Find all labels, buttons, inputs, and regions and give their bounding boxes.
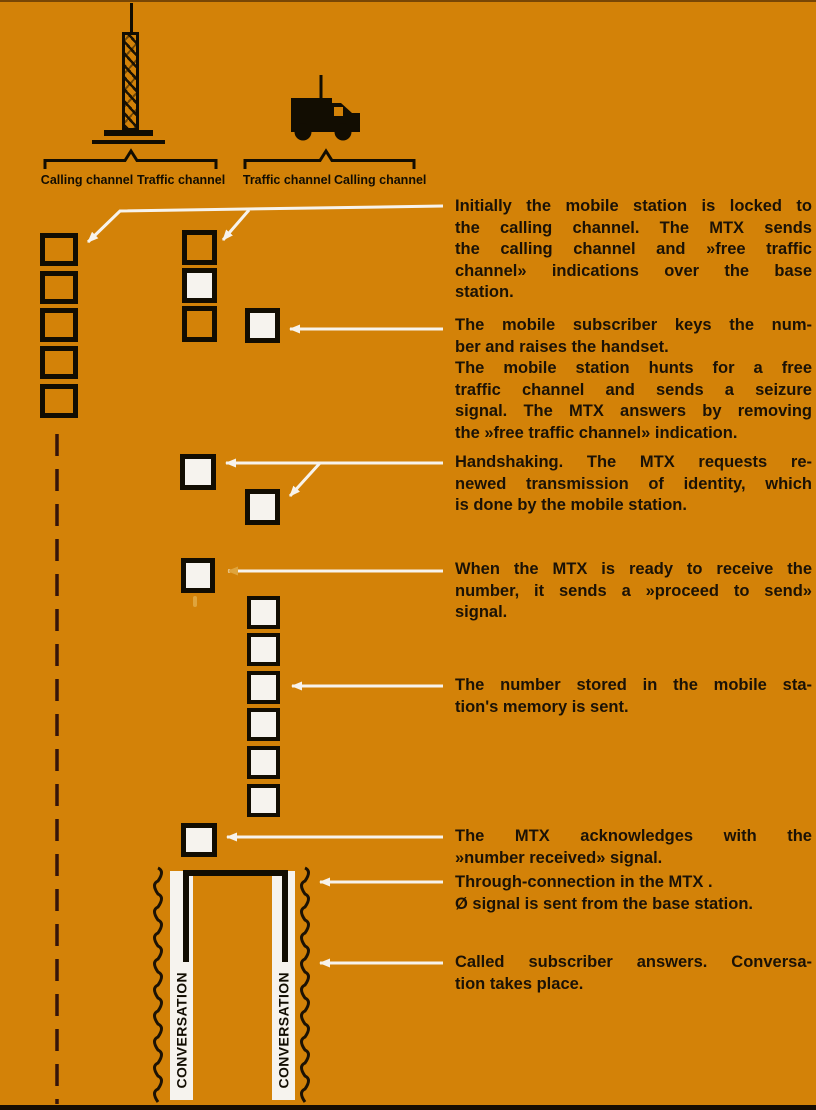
annotation-conversation <box>455 952 812 995</box>
annotation-line: The MTX acknowledges with the <box>455 827 812 845</box>
annotation-seizure <box>455 315 812 444</box>
number-digit-square <box>247 596 280 629</box>
proceed-to-send-square <box>181 558 215 593</box>
left-wavy-line <box>155 868 162 1102</box>
annotation-line: channel» indications over the base <box>455 261 812 280</box>
tower-base-upper <box>104 130 153 136</box>
connector-initial-indications-branch <box>223 210 249 240</box>
truck-window <box>334 107 343 116</box>
annotation-number-sent <box>455 675 812 718</box>
label-ms-calling-channel: Calling channel <box>334 173 427 187</box>
annotation-line: station. <box>455 283 514 301</box>
annotation-line: When the MTX is ready to receive the <box>455 560 812 578</box>
annotation-number-received <box>455 826 812 869</box>
annotation-line: The mobile subscriber keys the num- <box>455 316 812 334</box>
annotation-line: number, it sends a »proceed to send» <box>455 581 812 600</box>
annotation-line: Handshaking. The MTX requests re- <box>455 453 812 471</box>
truck-wheel-rear <box>295 124 312 141</box>
tower-base-lower <box>92 140 165 144</box>
annotation-line: the calling channel. The MTX sends <box>455 218 812 237</box>
annotation-line: is done by the mobile station. <box>455 496 687 514</box>
arrow-handshaking-branch <box>290 463 320 496</box>
annotation-line: newed transmission of identity, which <box>455 474 812 493</box>
annotation-line: signal. <box>455 603 508 621</box>
through-connection-left-bar <box>183 870 189 962</box>
annotation-line: ber and raises the handset. <box>455 337 669 356</box>
page-bottom-edge <box>0 1105 816 1110</box>
label-ms-traffic-channel: Traffic channel <box>242 173 332 187</box>
annotation-line: Called subscriber answers. Conversa- <box>455 953 812 971</box>
tower-mast <box>122 32 139 131</box>
mobile-station-channels-bracket <box>245 151 414 169</box>
number-digit-square <box>247 784 280 817</box>
annotation-line: signal. The MTX answers by removing <box>455 402 812 420</box>
annotation-line: »number received» signal. <box>455 848 663 867</box>
signal-square <box>40 271 78 304</box>
through-connection-top-bar <box>183 870 288 876</box>
annotation-line: Initially the mobile station is locked to <box>455 197 812 215</box>
annotation-line: The mobile station hunts for a free <box>455 359 812 377</box>
annotation-through-connection <box>455 872 812 915</box>
base-station-channels-bracket <box>45 151 216 169</box>
handshake-square <box>180 454 216 490</box>
conversation-label-left <box>170 962 193 1088</box>
right-wavy-line <box>302 868 309 1102</box>
annotation-line: the calling channel and »free traffic <box>455 240 812 258</box>
proceed-signal-tick <box>193 596 197 607</box>
annotation-proceed-to-send <box>455 559 812 624</box>
annotation-line: Through-connection in the MTX . <box>455 873 713 891</box>
signal-square <box>40 233 78 266</box>
number-digit-square <box>247 633 280 666</box>
conversation-label-text: CONVERSATION <box>275 971 291 1088</box>
truck-antenna <box>320 75 323 100</box>
signal-square <box>182 306 217 342</box>
truck-wheel-front <box>335 124 352 141</box>
annotation-initial-lock <box>455 196 812 304</box>
signal-square-white <box>182 268 217 303</box>
handshake-reply-square <box>245 489 280 525</box>
annotation-handshaking <box>455 452 812 517</box>
annotation-line: the »free traffic channel» indication. <box>455 423 738 442</box>
signal-square <box>40 308 78 342</box>
tower-antenna <box>130 3 133 33</box>
annotation-line: traffic channel and sends a seizure <box>455 380 812 399</box>
number-digit-square <box>247 746 280 779</box>
page-top-edge <box>0 0 816 2</box>
annotation-line: The number stored in the mobile sta- <box>455 676 812 694</box>
annotation-line: tion takes place. <box>455 974 584 993</box>
signal-square <box>40 346 78 379</box>
label-bs-calling-channel: Calling channel <box>40 173 134 187</box>
number-digit-square <box>247 671 280 704</box>
signal-square <box>182 230 217 265</box>
truck-box <box>291 98 332 132</box>
through-connection-right-bar <box>282 870 288 962</box>
truck-cab <box>332 103 360 132</box>
annotation-line: tion's memory is sent. <box>455 697 629 716</box>
conversation-label-right <box>272 962 295 1088</box>
connector-initial-indications <box>88 206 443 242</box>
label-bs-traffic-channel: Traffic channel <box>137 173 226 187</box>
number-received-square <box>181 823 217 857</box>
signal-square <box>40 384 78 418</box>
conversation-label-text: CONVERSATION <box>173 971 189 1088</box>
number-digit-square <box>247 708 280 741</box>
annotation-line: Ø signal is sent from the base station. <box>455 894 753 913</box>
truck-icon <box>291 75 360 141</box>
seizure-signal-square <box>245 308 280 343</box>
